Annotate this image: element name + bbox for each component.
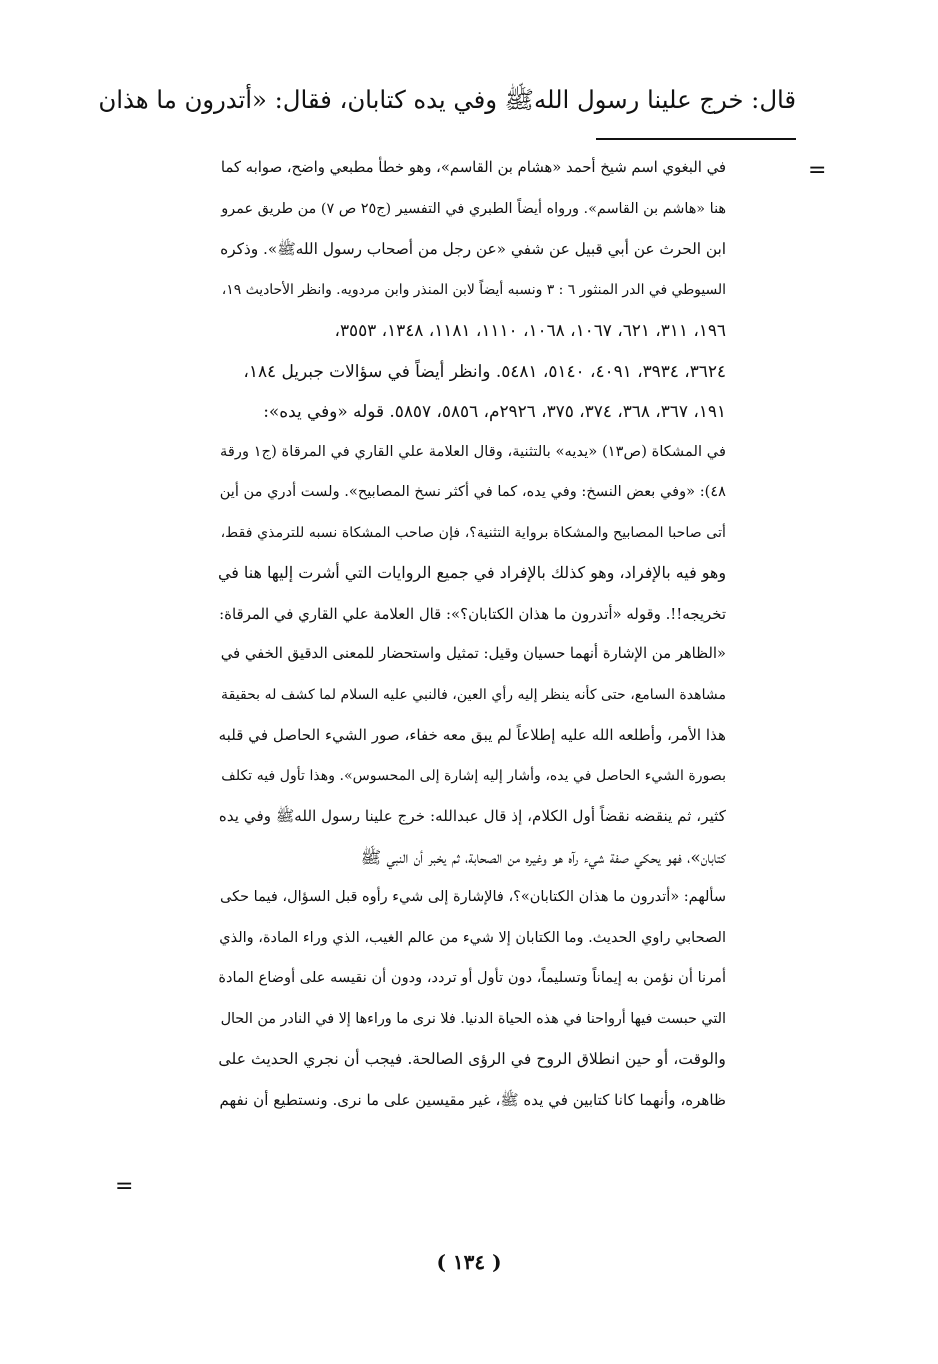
- footnote-line: أتى صاحبا المصابيح والمشكاة برواية التثنية؟، فإن صاحب المشكاة نسبه للترمذي فقط،: [220, 524, 726, 541]
- main-text-line: قال: خرج علينا رسول اللهﷺ وفي يده كتابان، فقال: «أتدرون ما هذان: [98, 85, 796, 114]
- footnote-line: التي حبست فيها أرواحنا في هذه الحياة الدنيا. فلا نرى ما وراءها إلا في النادر من الحال: [220, 1010, 726, 1027]
- footnote-line: هنا «هاشم بن القاسم». ورواه أيضاً الطبري في التفسير (ج٢٥ ص ٧) من طريق عمرو: [221, 200, 726, 217]
- footnote-line: هذا الأمر، وأطلعه الله عليه إطلاعاً لم يبق معه خفاء، صور الشيء الحاصل في قلبه: [218, 726, 726, 744]
- footnote-line: ٤٨): «وفي بعض النسخ: وفي يده، كما في أكثر نسخ المصابيح». ولست أدري من أين: [219, 483, 726, 500]
- footnote-line: في المشكاة (ص١٣) «يديه» بالتثنية، وقال العلامة علي القاري في المرقاة (ج١ ورقة: [220, 442, 726, 460]
- footnote-line: أمرنا أن نؤمن به إيماناً وتسليماً، دون تأول أو تردد، ودون أن نقيسه على أوضاع المادة: [218, 969, 726, 986]
- continuation-mark-top: =: [808, 158, 827, 183]
- footnote-line: «الظاهر من الإشارة أنهما حسيان وقيل: تمثيل واستحضار للمعنى الدقيق الخفي في: [220, 645, 726, 662]
- footnote-line: في البغوي اسم شيخ أحمد «هشام بن القاسم»، وهو خطأ مطبعي واضح، صوابه كما: [220, 159, 726, 176]
- page-number: ( ١٣٤ ): [436, 1250, 502, 1274]
- footnote-line: ١٩٦، ٣١١، ٦٢١، ١٠٦٧، ١٠٦٨، ١١١٠، ١١٨١، ١٣٤٨، ٣٥٥٣،: [334, 320, 726, 340]
- footnote-line: ١٩١، ٣٦٧، ٣٦٨، ٣٧٤، ٣٧٥، ٢٩٢٦م، ٥٨٥٦، ٥٨٥٧. قوله «وفي يده»:: [263, 401, 726, 421]
- footnote-line: ظاهره، وأنهما كانا كتابين في يده ﷺ، غير مقيسين على ما نرى. ونستطيع أن نفهم: [219, 1090, 726, 1109]
- footnote-block: [216, 148, 726, 1120]
- footnote-line: تخريجه!!. وقوله «أتدرون ما هذان الكتابان؟»: قال العلامة علي القاري في المرقاة:: [219, 604, 726, 623]
- footnote-line: ابن الحرث عن أبي قبيل عن شفي «عن رجل من أصحاب رسول اللهﷺ». وذكره: [220, 240, 726, 258]
- footnote-line: كثير، ثم ينقضه نقضاً أول الكلام، إذ قال عبدالله: خرج علينا رسول اللهﷺ وفي يده: [218, 807, 726, 825]
- footnote-line: والوقت، أو حين انطلاق الروح في الرؤى الصالحة. فيجب أن نجري الحديث على: [218, 1049, 726, 1068]
- footnote-line: كتابان»، فهو يحكي صفة شيء رآه هو وغيره من الصحابة، ثم يخبر أن النبي ﷺ: [360, 846, 726, 867]
- footnote-line: ٣٦٢٤، ٣٩٣٤، ٤٠٩١، ٥١٤٠، ٥٤٨١. وانظر أيضاً في سؤالات جبريل ١٨٤،: [243, 360, 726, 381]
- continuation-mark-bottom: =: [115, 1174, 134, 1199]
- footnote-line: السيوطي في الدر المنثور ٦ : ٣ ونسبه أيضاً لابن المنذر وابن مردويه. وانظر الأحاديث ١٩،: [221, 281, 726, 298]
- footnote-line: سألهم: «أتدرون ما هذان الكتابان»؟، فالإشارة إلى شيء رأوه قبل السؤال، فيما حكى: [220, 889, 726, 905]
- footnote-line: وهو فيه بالإفراد، وهو كذلك بالإفراد في جميع الروايات التي أشرت إليها هنا في: [217, 563, 726, 582]
- footnote-line: الصحابي راوي الحديث. وما الكتابان إلا شيء من عالم الغيب، الذي وراء المادة، والذي: [219, 929, 726, 946]
- footnote-line: مشاهدة السامع، حتى كأنه ينظر إليه رأي العين، فالنبي عليه السلام لما كشف له بحقيقة: [221, 686, 726, 703]
- footnote-line: بصورة الشيء الحاصل في يده، وأشار إليه إشارة إلى المحسوس». وهذا تأول فيه تكلف: [221, 767, 726, 784]
- footnote-separator: [596, 138, 796, 140]
